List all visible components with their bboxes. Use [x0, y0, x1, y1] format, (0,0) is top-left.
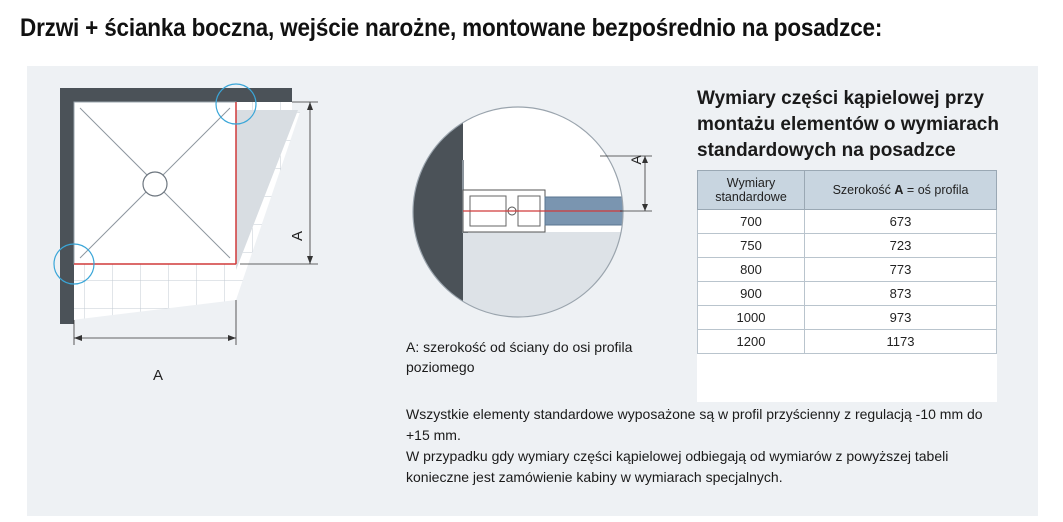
- header-width: Szerokość A = oś profila: [805, 171, 997, 210]
- cell-width: 873: [805, 282, 997, 306]
- wall-left: [60, 88, 74, 324]
- detail-wall: [413, 107, 463, 317]
- table-row: [698, 306, 997, 330]
- detail-dim-label: A: [628, 155, 644, 165]
- dimensions-table: [697, 170, 997, 354]
- cell-standard: 700: [698, 210, 805, 234]
- drain-icon: [143, 172, 167, 196]
- table-heading: Wymiary części kąpielowej przy montażu elementów o wymiarach standardowych na posadzce: [697, 88, 999, 161]
- wall-top: [60, 88, 292, 102]
- cell-standard: 750: [698, 234, 805, 258]
- dim-label-horizontal: A: [152, 367, 164, 384]
- dimension-caption: A: szerokość od ściany do osi profila poziomego: [406, 339, 633, 375]
- cell-width: 773: [805, 258, 997, 282]
- dim-label-vertical: A: [289, 230, 306, 242]
- cell-standard: 900: [698, 282, 805, 306]
- cell-width: 973: [805, 306, 997, 330]
- table-row: [698, 330, 997, 354]
- table-header-row: [698, 171, 997, 210]
- header-standard: Wymiary standardowe: [698, 171, 805, 210]
- note-line-2: W przypadku gdy wymiary części kąpielowej odbiegają od wymiarów z powyższej tabeli konieczne jest zamówienie kabiny w wymiarach specjalnych.: [406, 448, 949, 485]
- table-row: [698, 282, 997, 306]
- table-row: [698, 210, 997, 234]
- table-row: [698, 234, 997, 258]
- cell-width: 723: [805, 234, 997, 258]
- cell-width: 673: [805, 210, 997, 234]
- notes-block: [406, 404, 1006, 488]
- cell-standard: 800: [698, 258, 805, 282]
- cell-width: 1173: [805, 330, 997, 354]
- note-line-1: Wszystkie elementy standardowe wyposażone są w profil przyścienny z regulacją -10 mm do +15 mm.: [406, 406, 983, 443]
- table-row: [698, 258, 997, 282]
- dimensions-table-container: [697, 170, 997, 402]
- cell-standard: 1000: [698, 306, 805, 330]
- cell-standard: 1200: [698, 330, 805, 354]
- page-title: Drzwi + ścianka boczna, wejście narożne, montowane bezpośrednio na posadzce:: [20, 14, 883, 42]
